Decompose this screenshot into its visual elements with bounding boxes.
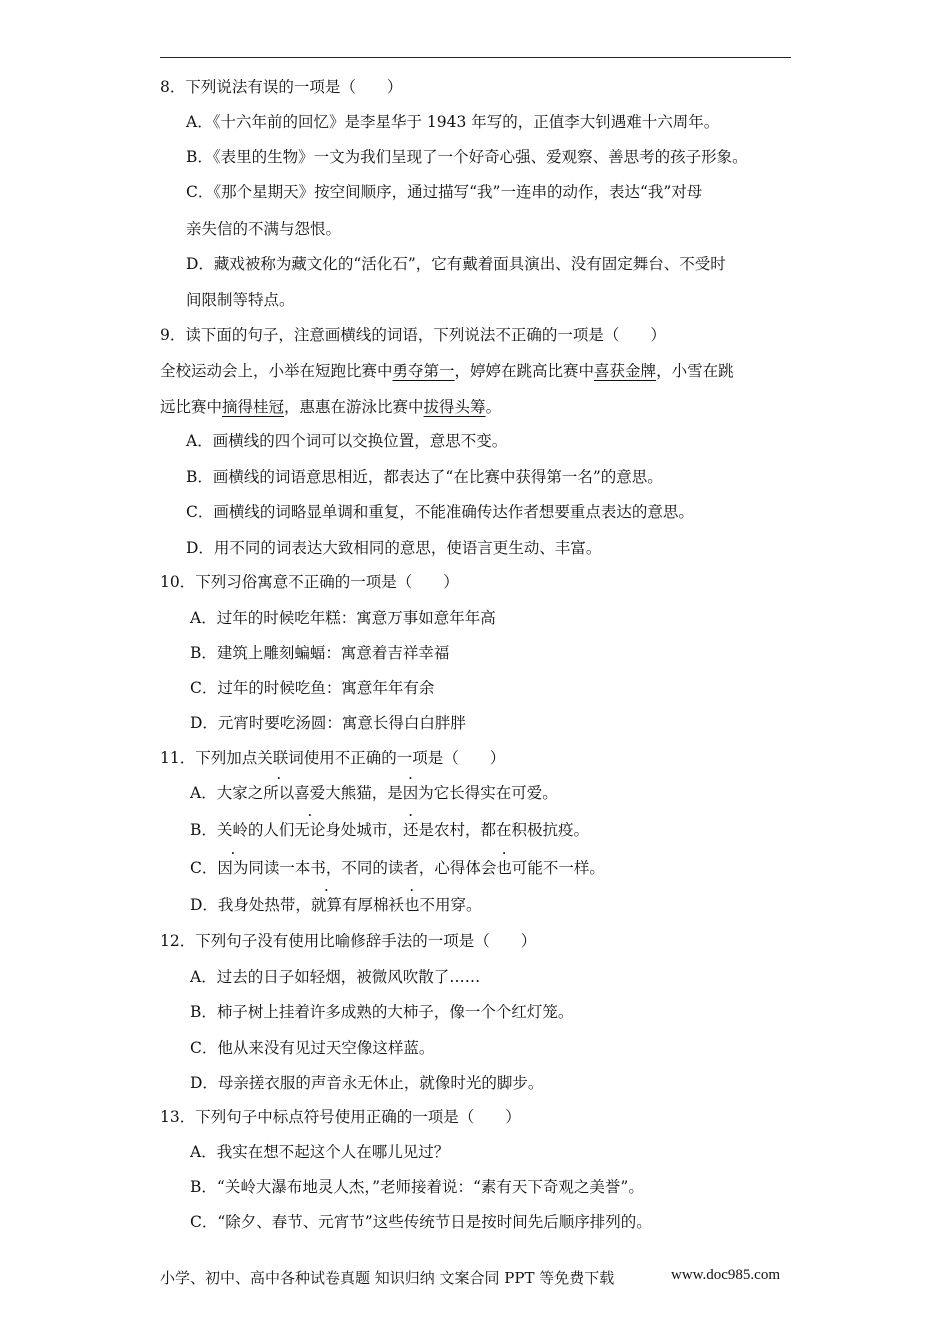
question-11-stem: 11．下列加点关联词使用不正确的一项是（ ）: [160, 749, 506, 767]
question-12-option-a: A．过去的日子如轻烟，被微风吹散了……: [190, 968, 481, 986]
footer-text: 小学、初中、高中各种试卷真题 知识归纳 文案合同 PPT 等免费下载: [160, 1269, 615, 1287]
header-rule: [160, 57, 791, 58]
passage-text: 全校运动会上，小举在短跑比赛中: [160, 362, 393, 380]
question-8-option-a: A．《十六年前的回忆》是李星华于 1943 年写的，正值李大钊遇难十六周年。: [186, 113, 720, 131]
question-12-option-b: B．柿子树上挂着许多成熟的大柿子，像一个个红灯笼。: [190, 1003, 574, 1021]
option-text: C．: [190, 859, 218, 877]
footer: [160, 1267, 781, 1288]
question-10-option-b: B．建筑上雕刻蝙蝠：寓意着吉祥幸福: [190, 644, 450, 662]
option-text: A．大家之: [190, 784, 264, 802]
option-text: 它长得实在可爱。: [433, 784, 558, 802]
passage-text: 远比赛中: [160, 398, 223, 416]
question-10-option-c: C．过年的时候吃鱼：寓意年年有余: [190, 679, 435, 697]
question-13-option-c: C．“除夕、春节、元宵节”这些传统节日是按时间先后顺序排列的。: [190, 1213, 652, 1231]
question-9-passage-line-1: [160, 361, 734, 381]
option-text: 是农村，都在积极抗疫。: [418, 821, 589, 839]
underlined-word: 喜获金牌: [594, 362, 657, 380]
option-text: 身处城市，: [325, 821, 403, 839]
dotted-conjunction: 无论: [294, 821, 326, 839]
option-text: 可能不一样。: [511, 859, 605, 877]
footer-url-link[interactable]: www.doc985.com: [671, 1267, 781, 1283]
option-text: D．我身处热带，: [190, 896, 311, 914]
question-11-option-b: [190, 820, 589, 840]
question-11-option-d: [190, 895, 482, 915]
question-8-option-d: D．藏戏被称为藏文化的“活化石”，它有戴着面具演出、没有固定舞台、不受时: [186, 255, 726, 273]
question-8-option-d-cont: 间限制等特点。: [186, 291, 295, 309]
question-9-passage-line-2: [160, 397, 501, 417]
dotted-conjunction: 还: [402, 821, 419, 839]
option-text: 不用穿。: [419, 896, 482, 914]
option-text: 喜爱大熊猫，: [294, 784, 388, 802]
question-13-option-a: A．我实在想不起这个人在哪儿见过？: [190, 1143, 450, 1161]
question-10-option-a: A．过年的时候吃年糕：寓意万事如意年年高: [190, 609, 496, 627]
passage-text: ，婷婷在跳高比赛中: [454, 362, 595, 380]
dotted-conjunction: 所以: [263, 784, 295, 802]
underlined-word: 拔得头筹: [423, 398, 486, 416]
option-text: 有厚棉袄: [341, 896, 404, 914]
question-9-option-c: C．画横线的词略显单调和重复，不能准确传达作者想要重点表达的意思。: [186, 503, 694, 521]
question-8-option-b: B．《表里的生物》一文为我们呈现了一个好奇心强、爱观察、善思考的孩子形象。: [186, 148, 748, 166]
question-9-option-a: A．画横线的四个词可以交换位置，意思不变。: [186, 432, 508, 450]
question-9-stem: 9．读下面的句子，注意画横线的词语，下列说法不正确的一项是（ ）: [160, 326, 666, 344]
dotted-conjunction: 因为: [217, 859, 249, 877]
question-8-option-c: C．《那个星期天》按空间顺序，通过描写“我”一连串的动作，表达“我”对母: [186, 183, 703, 201]
question-9-option-d: D．用不同的词表达大致相同的意思，使语言更生动、丰富。: [186, 539, 602, 557]
question-9-option-b: B．画横线的词语意思相近，都表达了“在比赛中获得第一名”的意思。: [186, 468, 663, 486]
question-13-option-b: B．“关岭大瀑布地灵人杰，”老师接着说：“素有天下奇观之美誉”。: [190, 1178, 644, 1196]
dotted-conjunction: 也: [496, 859, 512, 877]
underlined-word: 勇夺第一: [392, 362, 455, 380]
question-13-stem: 13．下列句子中标点符号使用正确的一项是（ ）: [160, 1108, 521, 1126]
question-11-option-a: [190, 783, 558, 803]
dotted-conjunction: 是因为: [387, 784, 434, 802]
question-11-option-c: [190, 858, 605, 878]
question-12-stem: 12．下列句子没有使用比喻修辞手法的一项是（ ）: [160, 932, 537, 950]
passage-text: 。: [485, 398, 502, 416]
dotted-conjunction: 也: [403, 896, 420, 914]
dotted-conjunction: 就算: [310, 896, 342, 914]
question-8-stem: 8．下列说法有误的一项是（ ）: [160, 78, 403, 96]
question-8-option-c-cont: 亲失信的不满与怨恨。: [186, 220, 342, 238]
question-12-option-c: C．他从来没有见过天空像这样蓝。: [190, 1039, 435, 1057]
question-10-option-d: D．元宵时要吃汤圆：寓意长得白白胖胖: [190, 714, 466, 732]
question-12-option-d: D．母亲搓衣服的声音永无休止，就像时光的脚步。: [190, 1074, 544, 1092]
passage-text: ，小雪在跳: [656, 362, 734, 380]
underlined-word: 摘得桂冠: [222, 398, 285, 416]
option-text: 同读一本书，不同的读者，心得体会: [248, 859, 497, 877]
option-text: B．关岭的人们: [190, 821, 295, 839]
question-10-stem: 10．下列习俗寓意不正确的一项是（ ）: [160, 573, 459, 591]
passage-text: ，惠惠在游泳比赛中: [284, 398, 424, 416]
